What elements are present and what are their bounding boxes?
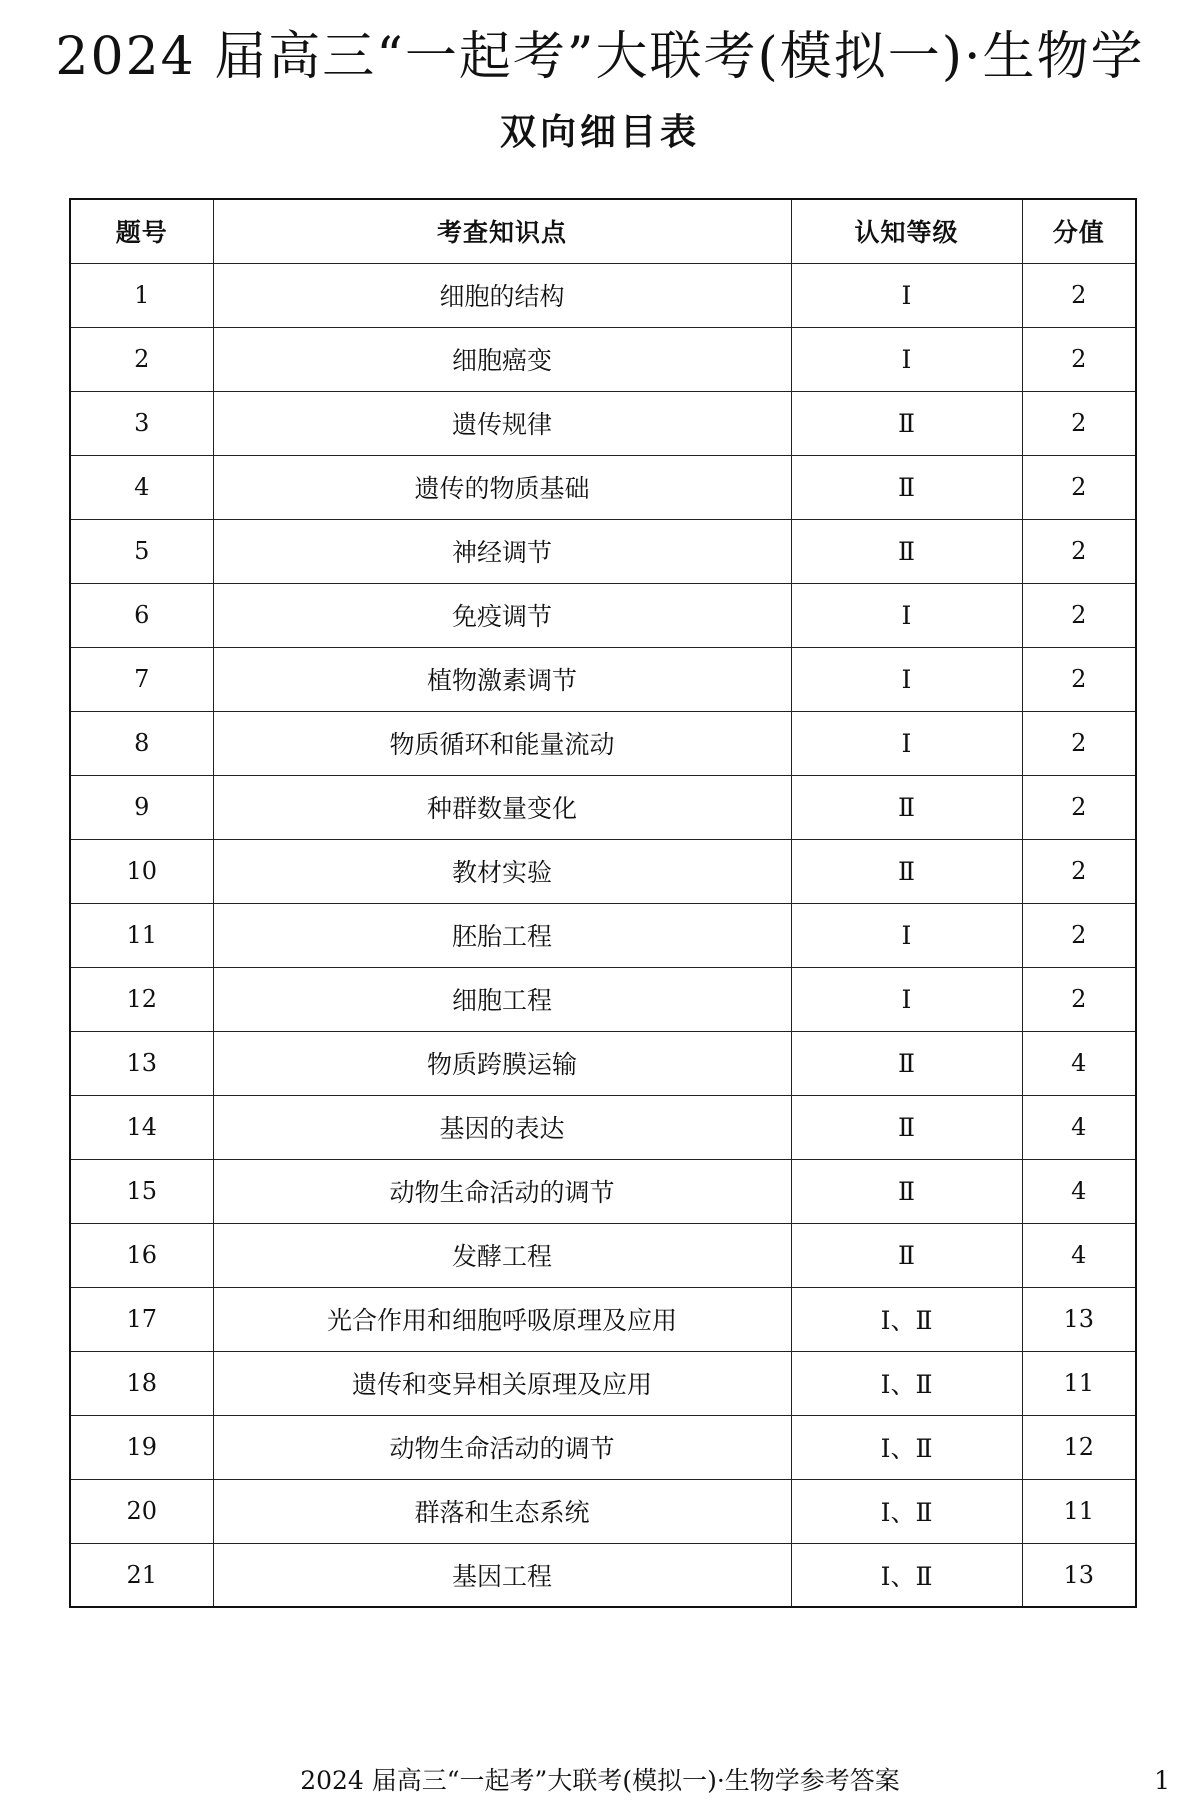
cell-question-number: 2: [70, 327, 213, 391]
cell-knowledge-point: 遗传和变异相关原理及应用: [213, 1351, 791, 1415]
cell-cognitive-level: Ⅱ: [791, 391, 1022, 455]
cell-cognitive-level: Ⅰ、Ⅱ: [791, 1351, 1022, 1415]
table-row: [70, 1031, 1136, 1095]
cell-score: 12: [1022, 1415, 1136, 1479]
table-row: [70, 391, 1136, 455]
cell-question-number: 16: [70, 1223, 213, 1287]
cell-score: 2: [1022, 903, 1136, 967]
column-header-level: 认知等级: [791, 199, 1022, 263]
cell-knowledge-point: 神经调节: [213, 519, 791, 583]
cell-cognitive-level: Ⅱ: [791, 1159, 1022, 1223]
cell-cognitive-level: Ⅰ、Ⅱ: [791, 1415, 1022, 1479]
table-row: [70, 583, 1136, 647]
table-row: [70, 1287, 1136, 1351]
cell-cognitive-level: Ⅱ: [791, 1031, 1022, 1095]
cell-question-number: 5: [70, 519, 213, 583]
cell-question-number: 13: [70, 1031, 213, 1095]
cell-cognitive-level: Ⅰ: [791, 647, 1022, 711]
cell-score: 11: [1022, 1351, 1136, 1415]
cell-score: 2: [1022, 391, 1136, 455]
cell-question-number: 6: [70, 583, 213, 647]
cell-knowledge-point: 物质循环和能量流动: [213, 711, 791, 775]
cell-score: 4: [1022, 1223, 1136, 1287]
cell-score: 2: [1022, 647, 1136, 711]
cell-question-number: 1: [70, 263, 213, 327]
cell-cognitive-level: Ⅰ: [791, 263, 1022, 327]
cell-question-number: 14: [70, 1095, 213, 1159]
cell-knowledge-point: 发酵工程: [213, 1223, 791, 1287]
cell-knowledge-point: 基因的表达: [213, 1095, 791, 1159]
cell-cognitive-level: Ⅰ: [791, 903, 1022, 967]
cell-score: 2: [1022, 263, 1136, 327]
cell-score: 2: [1022, 839, 1136, 903]
cell-cognitive-level: Ⅰ: [791, 327, 1022, 391]
table-row: [70, 1159, 1136, 1223]
cell-score: 4: [1022, 1095, 1136, 1159]
table-row: [70, 327, 1136, 391]
cell-knowledge-point: 教材实验: [213, 839, 791, 903]
table-row: [70, 839, 1136, 903]
cell-knowledge-point: 细胞工程: [213, 967, 791, 1031]
cell-question-number: 9: [70, 775, 213, 839]
page-number: 1: [1154, 1766, 1170, 1795]
cell-score: 13: [1022, 1287, 1136, 1351]
cell-question-number: 19: [70, 1415, 213, 1479]
cell-cognitive-level: Ⅱ: [791, 839, 1022, 903]
table-row: [70, 1543, 1136, 1607]
cell-knowledge-point: 群落和生态系统: [213, 1479, 791, 1543]
table-row: [70, 1479, 1136, 1543]
table-row: [70, 647, 1136, 711]
cell-score: 13: [1022, 1543, 1136, 1607]
cell-question-number: 20: [70, 1479, 213, 1543]
cell-knowledge-point: 光合作用和细胞呼吸原理及应用: [213, 1287, 791, 1351]
table-row: [70, 967, 1136, 1031]
table-row: [70, 1415, 1136, 1479]
cell-knowledge-point: 物质跨膜运输: [213, 1031, 791, 1095]
cell-score: 2: [1022, 455, 1136, 519]
table-row: [70, 775, 1136, 839]
cell-cognitive-level: Ⅰ、Ⅱ: [791, 1287, 1022, 1351]
cell-question-number: 8: [70, 711, 213, 775]
cell-knowledge-point: 基因工程: [213, 1543, 791, 1607]
cell-cognitive-level: Ⅰ: [791, 711, 1022, 775]
cell-question-number: 12: [70, 967, 213, 1031]
table-row: [70, 711, 1136, 775]
cell-question-number: 4: [70, 455, 213, 519]
cell-score: 2: [1022, 519, 1136, 583]
cell-question-number: 15: [70, 1159, 213, 1223]
column-header-number: 题号: [70, 199, 213, 263]
cell-question-number: 17: [70, 1287, 213, 1351]
table-row: [70, 1223, 1136, 1287]
specification-table: [69, 198, 1137, 1608]
cell-question-number: 3: [70, 391, 213, 455]
cell-score: 11: [1022, 1479, 1136, 1543]
table-row: [70, 263, 1136, 327]
cell-knowledge-point: 动物生命活动的调节: [213, 1159, 791, 1223]
column-header-topic: 考查知识点: [213, 199, 791, 263]
table-body: [70, 263, 1136, 1607]
column-header-score: 分值: [1022, 199, 1136, 263]
table-header-row: [70, 199, 1136, 263]
table-title: 双向细目表: [499, 112, 700, 153]
cell-cognitive-level: Ⅱ: [791, 1095, 1022, 1159]
cell-knowledge-point: 动物生命活动的调节: [213, 1415, 791, 1479]
cell-cognitive-level: Ⅱ: [791, 775, 1022, 839]
cell-cognitive-level: Ⅰ、Ⅱ: [791, 1543, 1022, 1607]
cell-score: 2: [1022, 327, 1136, 391]
cell-knowledge-point: 种群数量变化: [213, 775, 791, 839]
cell-knowledge-point: 胚胎工程: [213, 903, 791, 967]
footer-text: 2024 届高三“一起考”大联考(模拟一)·生物学参考答案: [300, 1766, 900, 1795]
cell-cognitive-level: Ⅰ: [791, 583, 1022, 647]
cell-knowledge-point: 细胞癌变: [213, 327, 791, 391]
table-row: [70, 903, 1136, 967]
cell-cognitive-level: Ⅰ、Ⅱ: [791, 1479, 1022, 1543]
table-row: [70, 1095, 1136, 1159]
cell-score: 4: [1022, 1159, 1136, 1223]
cell-cognitive-level: Ⅱ: [791, 455, 1022, 519]
cell-score: 2: [1022, 775, 1136, 839]
cell-knowledge-point: 免疫调节: [213, 583, 791, 647]
cell-cognitive-level: Ⅱ: [791, 1223, 1022, 1287]
cell-knowledge-point: 细胞的结构: [213, 263, 791, 327]
cell-question-number: 11: [70, 903, 213, 967]
cell-score: 2: [1022, 583, 1136, 647]
table-row: [70, 1351, 1136, 1415]
table-row: [70, 455, 1136, 519]
cell-score: 2: [1022, 711, 1136, 775]
cell-question-number: 18: [70, 1351, 213, 1415]
cell-question-number: 7: [70, 647, 213, 711]
cell-question-number: 10: [70, 839, 213, 903]
document-title: 2024 届高三“一起考”大联考(模拟一)·生物学: [55, 27, 1145, 87]
cell-cognitive-level: Ⅱ: [791, 519, 1022, 583]
cell-score: 2: [1022, 967, 1136, 1031]
cell-knowledge-point: 遗传规律: [213, 391, 791, 455]
table-row: [70, 519, 1136, 583]
cell-knowledge-point: 遗传的物质基础: [213, 455, 791, 519]
cell-knowledge-point: 植物激素调节: [213, 647, 791, 711]
cell-score: 4: [1022, 1031, 1136, 1095]
cell-cognitive-level: Ⅰ: [791, 967, 1022, 1031]
cell-question-number: 21: [70, 1543, 213, 1607]
